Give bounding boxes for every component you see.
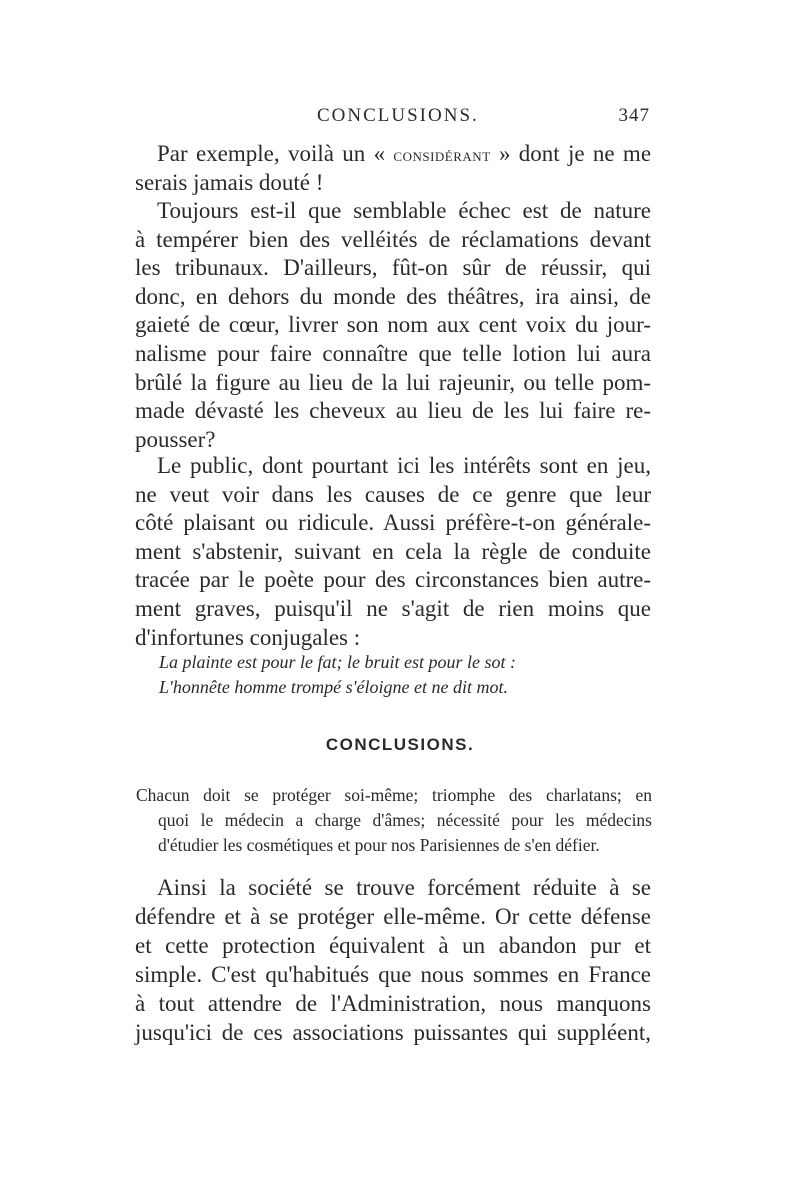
summary-line: quoi le médecin a charge d'âmes; nécessité pour les médecins	[158, 810, 652, 830]
paragraph-2	[135, 197, 651, 454]
paragraph-line: donc, en dehors du monde des théâtres, ira ainsi, de	[135, 283, 651, 309]
paragraph-line: nalisme pour faire connaître que telle lotion lui aura	[135, 340, 651, 366]
paragraph-line: Le public, dont pourtant ici les intérêts sont en jeu,	[157, 453, 651, 478]
paragraph-line: tracée par le poète pour des circonstances bien autre-	[135, 567, 651, 593]
paragraph-4	[135, 873, 651, 1047]
smallcaps-word: considérant	[393, 145, 491, 165]
paragraph-line: serais jamais douté !	[135, 169, 324, 195]
paragraph-line: et cette protection équivalent à un abandon pur et	[135, 933, 651, 958]
paragraph-line: ment s'abstenir, suivant en cela la règle de conduite	[135, 538, 651, 564]
paragraph-line: Toujours est-il que semblable échec est de nature	[157, 198, 651, 223]
paragraph-1	[135, 140, 651, 197]
page-number: 347	[618, 105, 650, 126]
verse-line: La plainte est pour le fat; le bruit est pour le sot :	[159, 652, 516, 672]
paragraph-line: ment graves, puisqu'il ne s'agit de rien moins que	[135, 595, 651, 621]
paragraph-line: à tout attendre de l'Administration, nous manquons	[135, 991, 651, 1016]
paragraph-line: pousser?	[135, 426, 216, 452]
paragraph-line: Ainsi la société se trouve forcément réduite à se	[157, 875, 651, 900]
paragraph-line: côté plaisant ou ridicule. Aussi préfère-t-on générale-	[135, 510, 651, 536]
paragraph-line: made dévasté les cheveux au lieu de les lui faire re-	[135, 398, 651, 424]
paragraph-line: simple. C'est qu'habitués que nous sommes en France	[135, 962, 651, 987]
paragraph-line: à tempérer bien des velléités de réclamations devant	[135, 226, 651, 252]
paragraph-line: Par exemple, voilà un « considérant » dont je ne me	[157, 141, 652, 166]
section-summary	[136, 783, 652, 858]
summary-line: d'étudier les cosmétiques et pour nos Parisiennes de s'en défier.	[158, 835, 600, 855]
running-header	[136, 103, 650, 133]
paragraph-line: jusqu'ici de ces associations puissantes qui suppléent,	[135, 1020, 651, 1045]
summary-line: Chacun doit se protéger soi-même; triomphe des charlatans; en	[136, 785, 652, 805]
paragraph-line: d'infortunes conjugales :	[135, 624, 361, 650]
paragraph-line: les tribunaux. D'ailleurs, fût-on sûr de réussir, qui	[135, 255, 651, 281]
section-heading: CONCLUSIONS.	[325, 735, 475, 754]
paragraph-line: ne veut voir dans les causes de ce genre que leur	[135, 481, 651, 507]
verse-quotation	[159, 650, 516, 700]
paragraph-line: gaieté de cœur, livrer son nom aux cent voix du jour-	[135, 312, 651, 338]
verse-line: L'honnête homme trompé s'éloigne et ne dit mot.	[159, 677, 508, 697]
paragraph-line: défendre et à se protéger elle-même. Or cette défense	[135, 904, 651, 929]
running-title: CONCLUSIONS.	[317, 105, 479, 126]
paragraph-3	[135, 452, 651, 652]
paragraph-line: brûlé la figure au lieu de la lui rajeunir, ou telle pom-	[135, 369, 651, 395]
